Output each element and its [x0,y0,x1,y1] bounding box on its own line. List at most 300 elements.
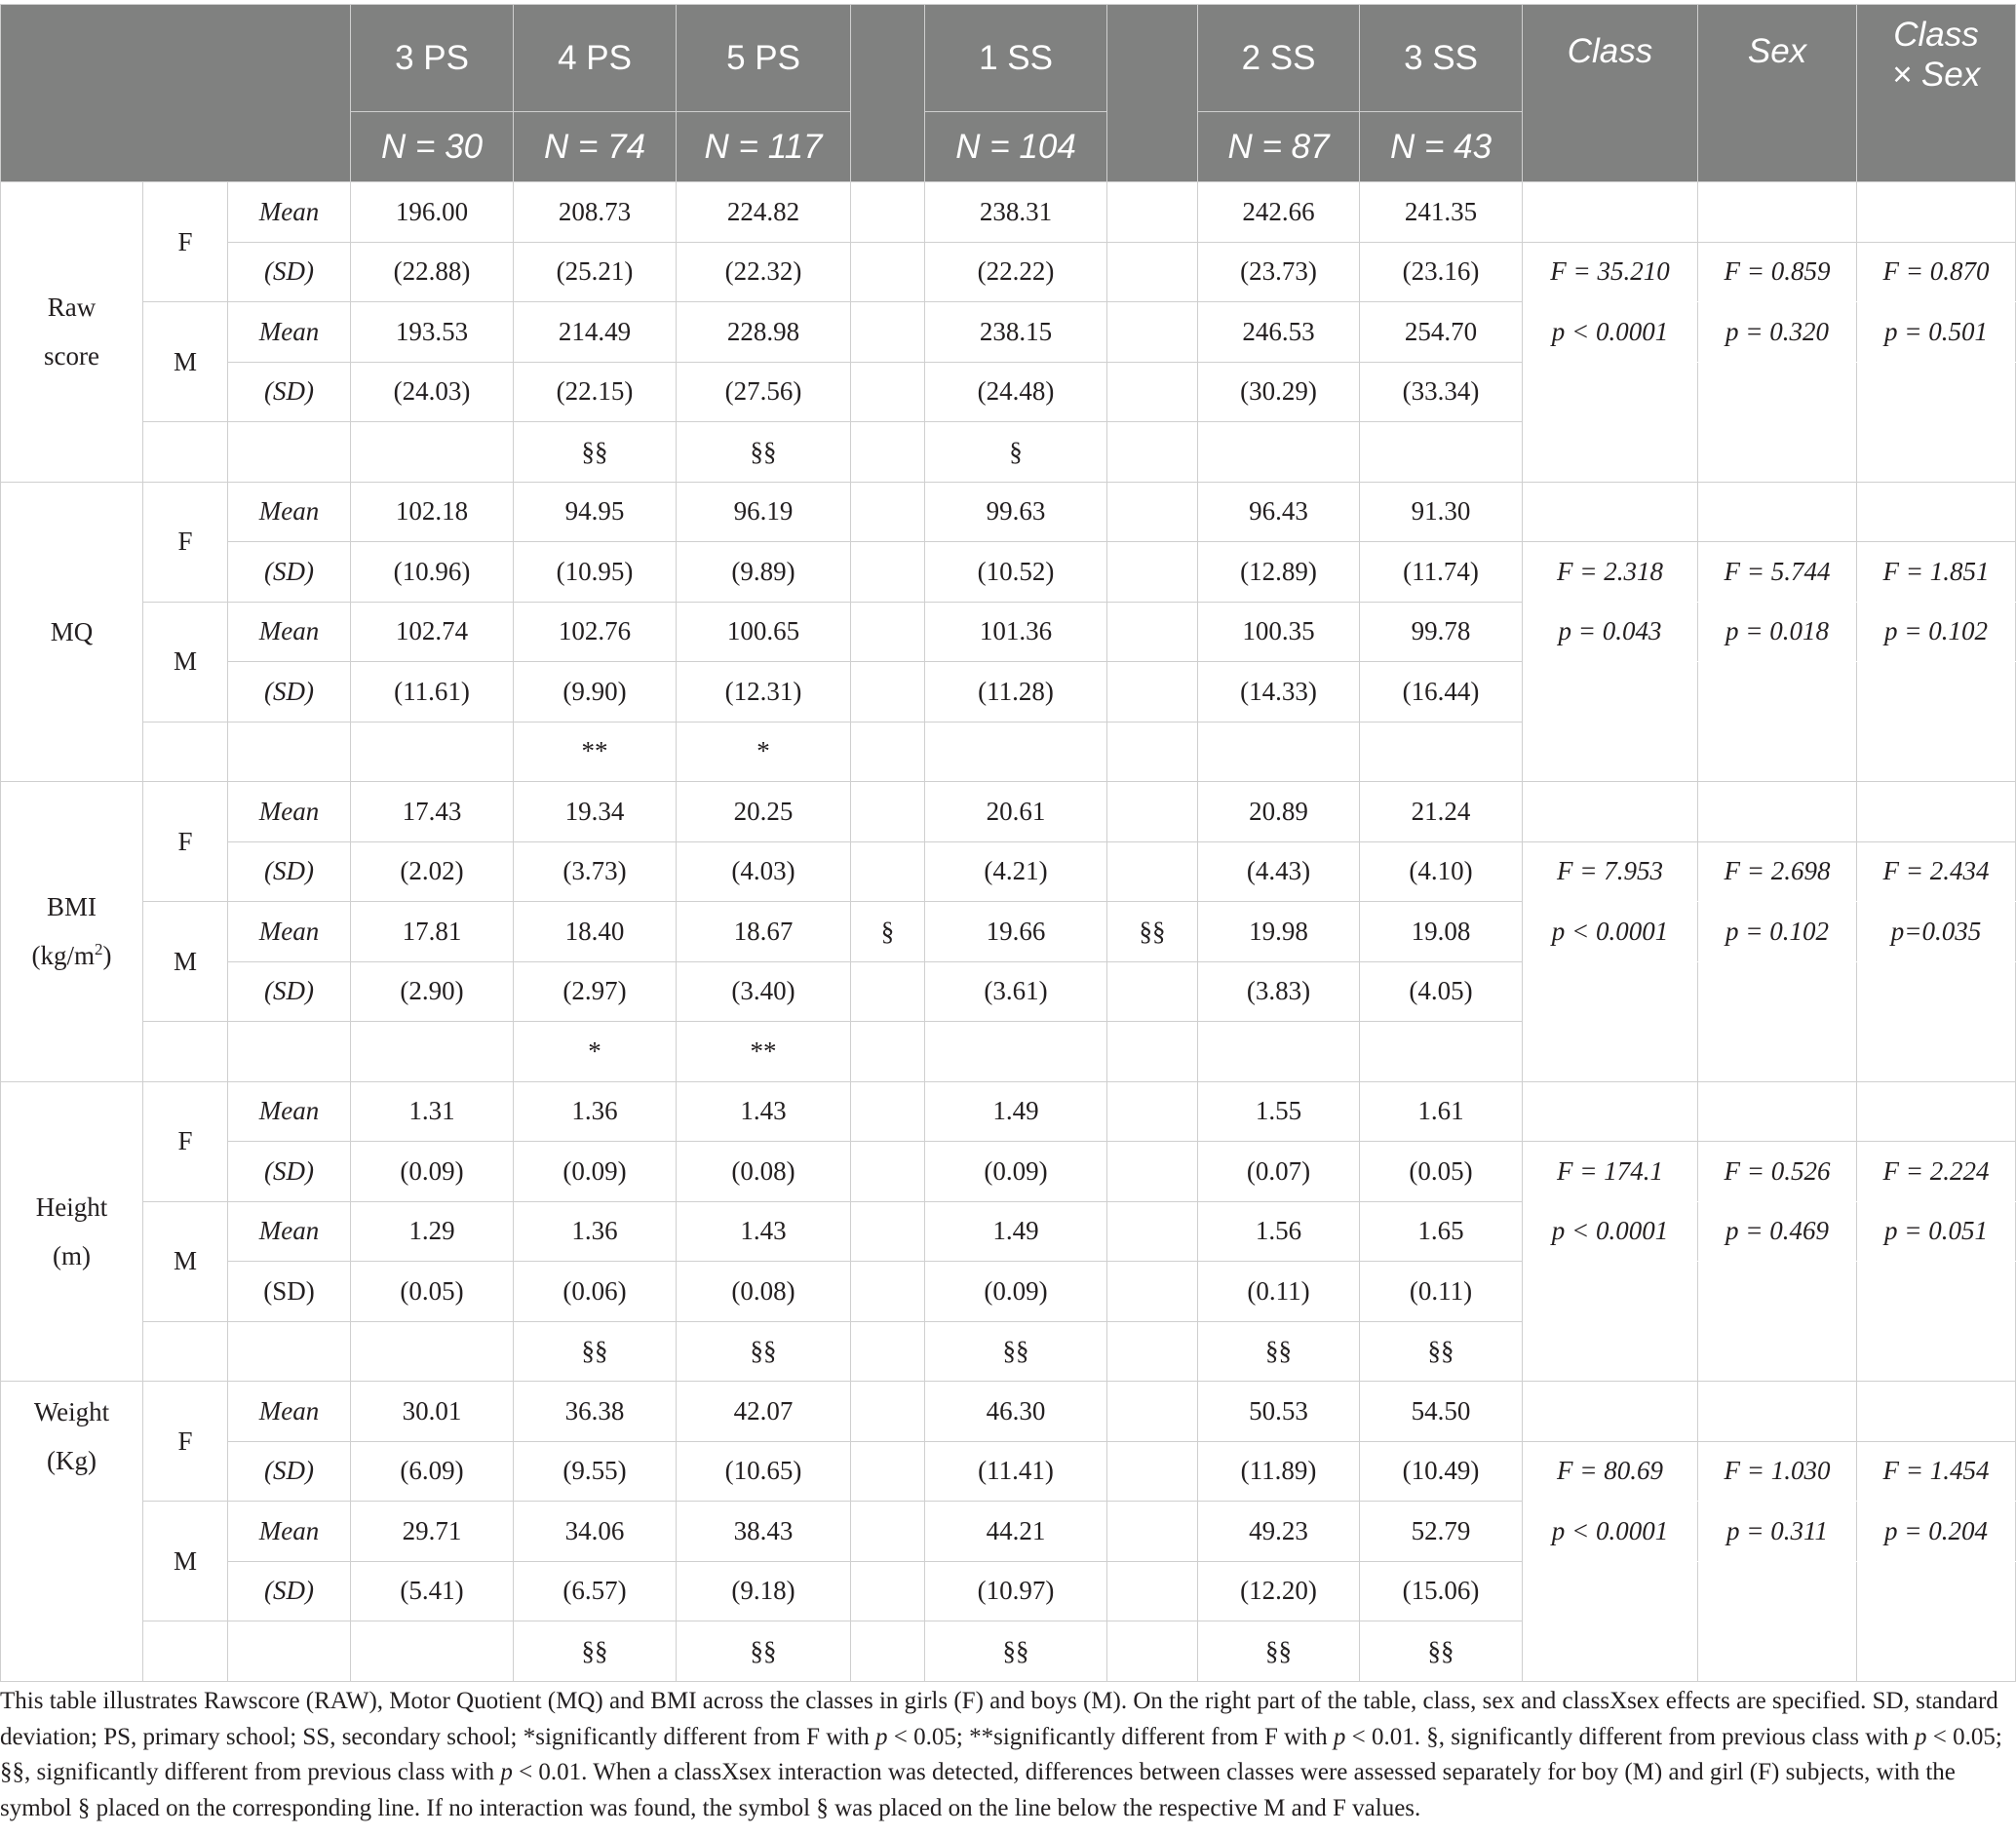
effect-class-x-sex-cell: p = 0.204 [1857,1502,2016,1562]
table-row [1,902,2016,962]
table-cell: (12.20) [1198,1561,1360,1621]
table-cell [1198,422,1360,483]
table-cell: 52.79 [1360,1502,1523,1562]
effect-class-cell: p < 0.0001 [1523,1201,1698,1262]
table-cell: (0.07) [1198,1142,1360,1202]
table-cell: (0.11) [1198,1262,1360,1322]
table-cell [1107,1262,1198,1322]
table-cell: §§ [1360,1321,1523,1382]
effect-class-x-sex-cell: p=0.035 [1857,902,2016,962]
table-cell: 96.19 [677,482,851,542]
table-cell: (33.34) [1360,362,1523,422]
table-cell [1107,1441,1198,1502]
table-row [1,1382,2016,1442]
table-cell: 96.43 [1198,482,1360,542]
footnote-p-3: p [1915,1723,1927,1750]
table-cell: 102.74 [351,602,514,662]
stat-label: (SD) [228,1142,351,1202]
table-cell: 30.01 [351,1382,514,1442]
row-group-label [1,182,143,483]
effect-class-cell [1523,182,1698,243]
effect-class-x-sex-cell [1857,782,2016,842]
header-corner [1,5,351,182]
table-cell: 208.73 [514,182,677,243]
table-cell: (11.28) [925,662,1107,723]
table-cell [1107,1502,1198,1562]
table-cell [851,542,925,603]
effect-class-x-sex-cell: F = 1.851 [1857,542,2016,603]
table-cell: (10.95) [514,542,677,603]
table-cell: (0.09) [351,1142,514,1202]
table-cell [1107,722,1198,782]
sex-label-empty [143,422,228,483]
table-cell [1107,1621,1198,1682]
row-label-part: score [44,341,99,371]
table-cell: (0.11) [1360,1262,1523,1322]
table-cell: (22.32) [677,242,851,302]
col-header-class-effect: Class [1523,5,1698,182]
table-cell [1360,422,1523,483]
table-cell: (0.09) [514,1142,677,1202]
stat-label: (SD) [228,242,351,302]
stat-label: (SD) [228,362,351,422]
effect-sex-cell [1698,961,1857,1081]
footnote-p-4: p [500,1759,513,1785]
table-cell [1107,841,1198,902]
table-cell [851,182,925,243]
table-cell: (24.03) [351,362,514,422]
table-cell: 38.43 [677,1502,851,1562]
stat-label: (SD) [228,1441,351,1502]
table-cell: (4.10) [1360,841,1523,902]
table-cell: (0.05) [1360,1142,1523,1202]
table-cell [1198,722,1360,782]
table-cell [1107,482,1198,542]
table-row [1,182,2016,243]
effect-class-x-sex-cell: F = 0.870 [1857,242,2016,302]
table-cell: (5.41) [351,1561,514,1621]
table-cell: (12.89) [1198,542,1360,603]
table-cell: §§ [925,1621,1107,1682]
table-cell: 17.43 [351,782,514,842]
stat-label: (SD) [228,1262,351,1322]
sex-label: F [143,1382,228,1502]
effect-class-cell: p < 0.0001 [1523,902,1698,962]
effect-class-x-sex-cell: p = 0.051 [1857,1201,2016,1262]
table-cell: 238.15 [925,302,1107,363]
table-cell: (4.21) [925,841,1107,902]
table-cell: (0.09) [925,1142,1107,1202]
table-cell: 102.76 [514,602,677,662]
table-cell [851,1561,925,1621]
sex-label: M [143,602,228,722]
row-label-part: BMI [46,892,97,922]
table-cell: 19.66 [925,902,1107,962]
table-cell: 94.95 [514,482,677,542]
table-cell: 17.81 [351,902,514,962]
table-cell [1107,1022,1198,1082]
stat-label: Mean [228,782,351,842]
sex-label: M [143,1502,228,1621]
table-row [1,961,2016,1022]
effect-class-x-sex-cell: F = 2.434 [1857,841,2016,902]
table-cell [351,422,514,483]
col-header-gap-1 [851,5,925,182]
table-cell [1107,782,1198,842]
table-cell [1107,362,1198,422]
table-cell: § [851,902,925,962]
table-row [1,1262,2016,1322]
table-cell: 50.53 [1198,1382,1360,1442]
table-cell: 1.43 [677,1081,851,1142]
table-row [1,1502,2016,1562]
table-row [1,1561,2016,1621]
stat-label: (SD) [228,1561,351,1621]
effect-sex-cell: F = 5.744 [1698,542,1857,603]
table-cell [851,1502,925,1562]
table-cell: 1.55 [1198,1081,1360,1142]
table-cell [851,722,925,782]
table-cell: 193.53 [351,302,514,363]
table-cell: 18.67 [677,902,851,962]
row-group-label [1,482,143,782]
table-cell: 1.36 [514,1081,677,1142]
effect-sex-cell: p = 0.311 [1698,1502,1857,1562]
table-cell: (22.88) [351,242,514,302]
stat-label: Mean [228,482,351,542]
table-cell: (4.05) [1360,961,1523,1022]
stat-label: Mean [228,602,351,662]
table-cell: (22.22) [925,242,1107,302]
stat-label [228,1321,351,1382]
footnote-text-5: < 0.01. When a classXsex interaction was detected, differences between classes were assessed separately for boy (M) and girl (F) subjects, with the symbol § placed on the corresponding line. If no interaction was found, the symbol § was placed on the line below the respective M and F values. [0,1759,1956,1821]
table-cell: 49.23 [1198,1502,1360,1562]
table-cell: §§ [1360,1621,1523,1682]
table-row [1,841,2016,902]
table-cell: (16.44) [1360,662,1523,723]
col-header-2ss: 2 SS [1198,5,1360,112]
table-cell: 36.38 [514,1382,677,1442]
effect-class-x-sex-cell [1857,662,2016,782]
effect-sex-cell: F = 0.859 [1698,242,1857,302]
table-cell [1198,1022,1360,1082]
table-cell [1107,1561,1198,1621]
table-row [1,362,2016,422]
table-cell [851,1022,925,1082]
table-cell: (30.29) [1198,362,1360,422]
effect-class-cell: F = 35.210 [1523,242,1698,302]
table-cell: 1.29 [351,1201,514,1262]
table-cell: (4.03) [677,841,851,902]
table-cell: (25.21) [514,242,677,302]
effect-sex-cell: F = 1.030 [1698,1441,1857,1502]
col-header-gap-2 [1107,5,1198,182]
table-cell: (3.73) [514,841,677,902]
table-cell: § [925,422,1107,483]
stat-label: Mean [228,1081,351,1142]
effect-class-cell [1523,1561,1698,1681]
row-label-part: Height [35,1191,108,1222]
n-1ss: N = 104 [925,112,1107,182]
table-cell: (24.48) [925,362,1107,422]
table-cell: (0.09) [925,1262,1107,1322]
table-cell: 214.49 [514,302,677,363]
table-cell [1107,1142,1198,1202]
table-cell [851,782,925,842]
sex-label-empty [143,722,228,782]
table-cell [851,362,925,422]
table-cell: (9.55) [514,1441,677,1502]
footnote-p-1: p [875,1723,888,1750]
table-cell [851,841,925,902]
table-cell [925,1022,1107,1082]
table-cell: 101.36 [925,602,1107,662]
table-row [1,602,2016,662]
stat-label: (SD) [228,662,351,723]
table-cell [1107,242,1198,302]
table-cell: (0.08) [677,1142,851,1202]
effect-sex-cell: p = 0.018 [1698,602,1857,662]
class-x-sex-line-1: Class [1893,16,1979,54]
footnote-text-4: < 0.05; §§, significantly different from previous class with [0,1723,2002,1785]
table-cell: 19.98 [1198,902,1360,962]
table-cell: §§ [1107,902,1198,962]
sex-label: M [143,1201,228,1321]
effect-class-cell [1523,662,1698,782]
table-row [1,542,2016,603]
table-cell [1107,602,1198,662]
table-cell [851,302,925,363]
table-cell: (4.43) [1198,841,1360,902]
table-cell: (10.52) [925,542,1107,603]
table-cell: (23.73) [1198,242,1360,302]
n-2ss: N = 87 [1198,112,1360,182]
table-cell: (0.06) [514,1262,677,1322]
sex-label: F [143,482,228,602]
table-cell [1107,1201,1198,1262]
table-cell [851,961,925,1022]
effect-class-cell: p < 0.0001 [1523,1502,1698,1562]
statistics-table [0,4,2016,1682]
sex-label: M [143,302,228,422]
table-cell: 102.18 [351,482,514,542]
stat-label [228,1022,351,1082]
col-header-3ps: 3 PS [351,5,514,112]
table-cell: 1.65 [1360,1201,1523,1262]
table-cell: (27.56) [677,362,851,422]
table-cell: 1.49 [925,1081,1107,1142]
effect-class-cell: p = 0.043 [1523,602,1698,662]
effect-class-cell [1523,1081,1698,1142]
table-cell: (23.16) [1360,242,1523,302]
row-label-part: ) [102,941,112,971]
table-cell: (10.96) [351,542,514,603]
stat-label: (SD) [228,961,351,1022]
table-cell: 91.30 [1360,482,1523,542]
table-cell [851,1382,925,1442]
effect-class-x-sex-cell: p = 0.501 [1857,302,2016,363]
table-cell: 42.07 [677,1382,851,1442]
table-cell: (15.06) [1360,1561,1523,1621]
table-cell [851,1321,925,1382]
table-cell: 1.56 [1198,1201,1360,1262]
effect-sex-cell [1698,1382,1857,1442]
col-header-4ps: 4 PS [514,5,677,112]
row-label-superscript: 2 [95,940,103,959]
effect-class-x-sex-cell: F = 1.454 [1857,1441,2016,1502]
effect-class-x-sex-cell [1857,1081,2016,1142]
table-cell [851,602,925,662]
table-cell: (2.97) [514,961,677,1022]
table-cell: (3.40) [677,961,851,1022]
sex-label: M [143,902,228,1022]
row-group-label [1,1081,143,1382]
table-cell: (14.33) [1198,662,1360,723]
table-cell: 29.71 [351,1502,514,1562]
table-footnote [0,1684,2004,1826]
stat-label: Mean [228,1382,351,1442]
table-cell [351,1621,514,1682]
table-cell [351,1321,514,1382]
effect-class-x-sex-cell [1857,961,2016,1081]
table-cell: (3.61) [925,961,1107,1022]
table-cell: (0.08) [677,1262,851,1322]
effect-class-cell [1523,362,1698,482]
effect-class-x-sex-cell [1857,1561,2016,1681]
table-cell: * [514,1022,677,1082]
stat-label: (SD) [228,841,351,902]
col-header-1ss: 1 SS [925,5,1107,112]
table-cell [1107,1321,1198,1382]
table-cell [1107,1382,1198,1442]
sex-label-empty [143,1621,228,1682]
effect-class-x-sex-cell [1857,362,2016,482]
table-row [1,1081,2016,1142]
table-cell [851,1081,925,1142]
table-cell: (3.83) [1198,961,1360,1022]
table-row [1,242,2016,302]
table-cell: §§ [514,1621,677,1682]
table-cell [851,1621,925,1682]
sex-label: F [143,1081,228,1201]
table-cell: (2.90) [351,961,514,1022]
table-row [1,302,2016,363]
table-cell [1107,422,1198,483]
col-header-3ss: 3 SS [1360,5,1523,112]
table-cell: 54.50 [1360,1382,1523,1442]
table-cell [1107,961,1198,1022]
row-group-label [1,1382,143,1682]
effect-sex-cell: p = 0.102 [1698,902,1857,962]
sex-label-empty [143,1321,228,1382]
table-cell: ** [677,1022,851,1082]
table-cell: (6.09) [351,1441,514,1502]
sex-label: F [143,182,228,302]
table-cell: (9.90) [514,662,677,723]
footnote-text-2: < 0.05; **significantly different from F with [887,1723,1334,1750]
table-cell: §§ [925,1321,1107,1382]
table-cell: §§ [514,1321,677,1382]
table-cell [1360,1022,1523,1082]
table-cell: (11.61) [351,662,514,723]
table-cell [1107,542,1198,603]
table-cell: 100.35 [1198,602,1360,662]
effect-sex-cell: F = 0.526 [1698,1142,1857,1202]
row-label-part: MQ [50,616,94,646]
row-group-label [1,782,143,1082]
effect-class-x-sex-cell [1857,482,2016,542]
table-row [1,1142,2016,1202]
stat-label: Mean [228,1201,351,1262]
effect-class-x-sex-cell [1857,1262,2016,1382]
table-cell: 34.06 [514,1502,677,1562]
table-cell: (9.18) [677,1561,851,1621]
table-cell: * [677,722,851,782]
n-3ps: N = 30 [351,112,514,182]
sex-label-empty [143,1022,228,1082]
table-cell [925,722,1107,782]
table-cell: 21.24 [1360,782,1523,842]
table-cell: (11.41) [925,1441,1107,1502]
stat-label: Mean [228,1502,351,1562]
table-cell: 1.61 [1360,1081,1523,1142]
effect-sex-cell [1698,1262,1857,1382]
effect-sex-cell: F = 2.698 [1698,841,1857,902]
table-cell: 18.40 [514,902,677,962]
footnote-text-3: < 0.01. §, significantly different from previous class with [1345,1723,1916,1750]
table-cell: 1.49 [925,1201,1107,1262]
row-label-part: Raw [47,293,97,323]
table-cell: 228.98 [677,302,851,363]
table-cell: §§ [677,422,851,483]
table-cell: §§ [677,1621,851,1682]
col-header-class-x-sex-effect [1857,5,2016,182]
effect-sex-cell [1698,782,1857,842]
table-cell: 242.66 [1198,182,1360,243]
sex-label: F [143,782,228,902]
row-label-part: Weight [33,1397,110,1426]
effect-class-cell: F = 174.1 [1523,1142,1698,1202]
effect-class-x-sex-cell: p = 0.102 [1857,602,2016,662]
col-header-5ps: 5 PS [677,5,851,112]
n-3ss: N = 43 [1360,112,1523,182]
table-cell: (10.49) [1360,1441,1523,1502]
effect-class-cell: p < 0.0001 [1523,302,1698,363]
table-cell [851,422,925,483]
table-row [1,782,2016,842]
row-label-part: (m) [53,1240,91,1270]
table-cell [851,1142,925,1202]
table-cell: (10.97) [925,1561,1107,1621]
table-cell: (6.57) [514,1561,677,1621]
table-cell: 224.82 [677,182,851,243]
table-row [1,662,2016,723]
table-cell: (22.15) [514,362,677,422]
row-label-part: (Kg) [47,1446,97,1475]
stat-label [228,1621,351,1682]
table-cell: 196.00 [351,182,514,243]
table-cell: (2.02) [351,841,514,902]
table-cell: 19.34 [514,782,677,842]
table-cell: 99.63 [925,482,1107,542]
effect-class-cell [1523,961,1698,1081]
table-cell: (11.89) [1198,1441,1360,1502]
stat-label: Mean [228,182,351,243]
table-cell: 19.08 [1360,902,1523,962]
table-cell [851,662,925,723]
table-cell: (9.89) [677,542,851,603]
table-cell: 246.53 [1198,302,1360,363]
